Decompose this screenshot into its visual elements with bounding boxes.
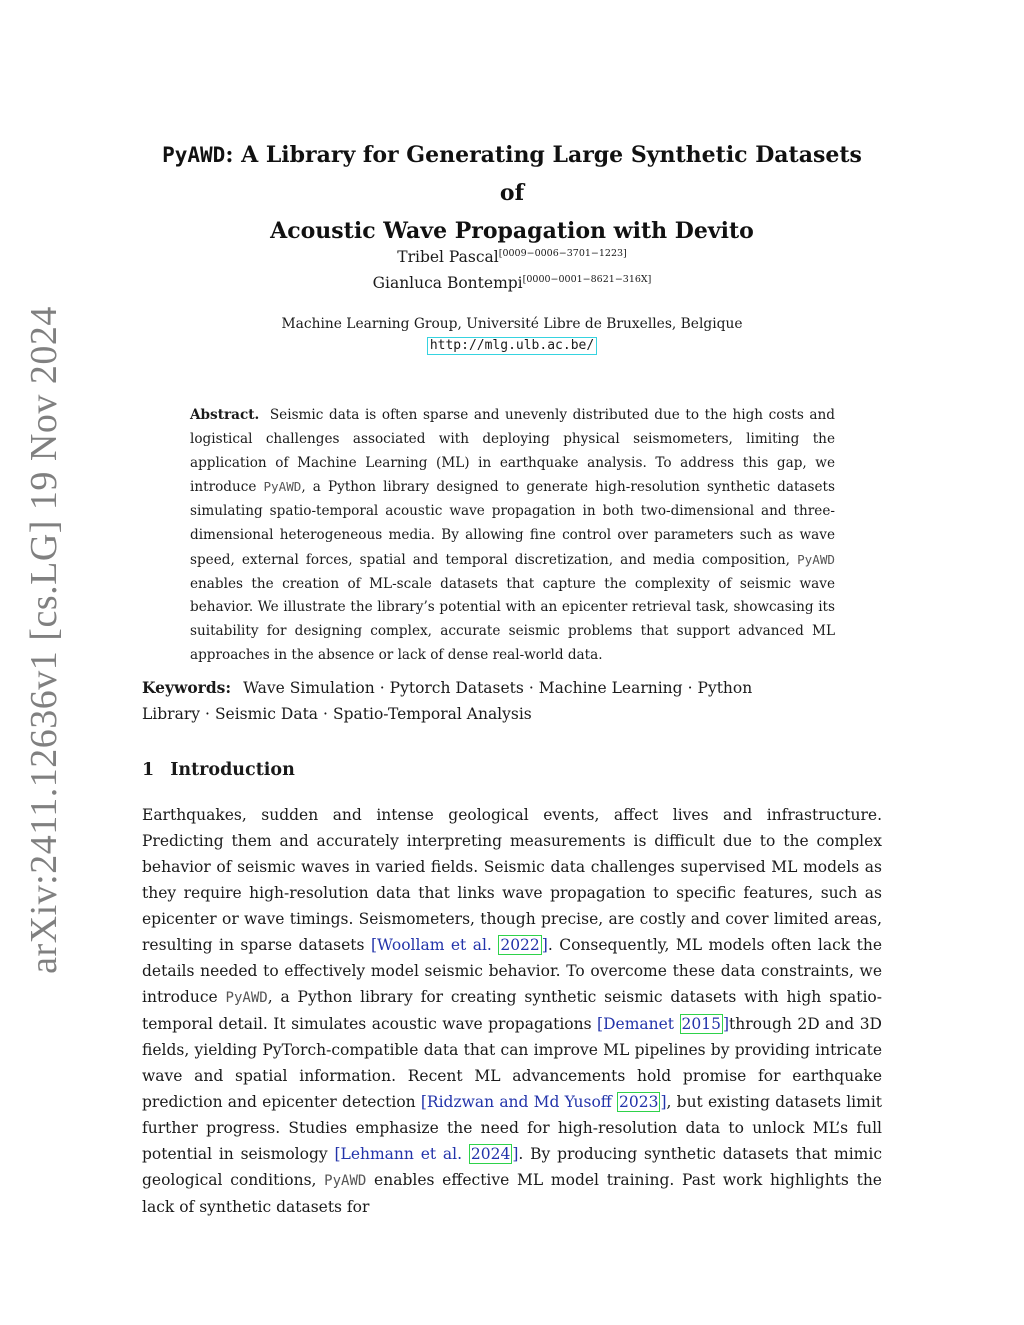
keyword-item: Seismic Data [214,705,319,723]
title-code-name: PyAWD [162,143,226,167]
keyword-separator: · [323,705,328,723]
citation-authors: Lehmann et al. [340,1145,463,1163]
arxiv-identifier: arXiv:2411.12636v1 [cs.LG] 19 Nov 2024 [23,306,66,974]
abstract-code-name: PyAWD [263,479,302,495]
citation-link[interactable]: [Demanet 2015 ] [597,1015,730,1033]
keyword-item: Spatio-Temporal Analysis [332,705,532,723]
author-orcid: [0000−0001−8621−316X] [522,274,652,285]
intro-code-name: PyAWD [225,990,268,1006]
intro-text: , a Python library for creating synthetic seismic datasets with high spatio-temporal detail. It simulates acoustic wave propagations [142,988,883,1033]
abstract-text: , a Python library designed to generate high-resolution synthetic datasets simulating spatio-temporal acoustic wave propagation in both two-dimensional and three-dimensional heterogeneous media. By allowing fine control over parameters such as wave speed, external forces, spatial and temporal discretization, and media composition, [190,479,835,568]
author-2 [150,270,874,296]
author-orcid: [0009−0006−3701−1223] [498,248,627,259]
section-heading-introduction [142,757,295,783]
paper-title [150,136,874,250]
intro-text: enables effective ML model training. Past work highlights the lack of synthetic datasets for [142,1171,882,1216]
intro-text: Earthquakes, sudden and intense geological events, affect lives and infrastructure. Predicting them and accurately interpreting measurements is difficult due to the complex behavior of seismic waves in varied fields. Seismic data challenges supervised ML models as they require high-resolution data that links wave propagation to specific features, such as epicenter or wave timings. Seismometers, though precise, are costly and cover limited areas, resulting in sparse datasets [142,806,882,954]
abstract-text: Seismic data is often sparse and unevenly distributed due to the high costs and logistical challenges associated with deploying physical seismometers, limiting the application of Machine Learning (ML) in earthquake analysis. To address this gap, we introduce [190,407,835,496]
intro-text: . By producing synthetic datasets that mimic geological conditions, [142,1145,883,1189]
keyword-item: Python Library [142,679,753,723]
citation-year: 2023 [619,1093,659,1111]
abstract-block [190,404,835,668]
keyword-item: Machine Learning [538,679,683,697]
citation-link[interactable]: [Ridzwan and Md Yusoff 2023 ] [420,1093,667,1111]
citation-link[interactable]: [Lehmann et al. 2024 ] [334,1145,519,1163]
author-name: Gianluca Bontempi [372,274,523,292]
keyword-item: Wave Simulation [243,679,375,697]
keyword-separator: · [379,679,385,697]
citation-link[interactable]: [Woollam et al. 2022 ] [370,936,548,954]
affiliation-url-link[interactable]: http://mlg.ulb.ac.be/ [427,337,597,355]
title-line-2: Acoustic Wave Propagation with Devito [270,218,754,244]
author-name: Tribel Pascal [397,248,499,266]
intro-text: , but existing datasets limit further progress. Studies emphasize the need for high-resolution data to unlock ML’s full potential in seismology [142,1093,883,1163]
citation-authors: Woollam et al. [377,936,492,954]
affiliation-block [150,314,874,355]
citation-year: 2015 [681,1015,721,1033]
section-title: Introduction [170,760,295,780]
title-line-1-text: : A Library for Generating Large Synthetic Datasets of [225,142,862,206]
citation-authors: Demanet [603,1015,675,1033]
title-line-1 [150,136,874,212]
abstract-text: enables the creation of ML-scale datasets that capture the complexity of seismic wave behavior. We illustrate the library’s potential with an epicenter retrieval task, showcasing its suitability for designing complex, accurate seismic problems that support advanced ML approaches in the absence or lack of dense real-world data. [190,575,835,663]
keyword-separator: · [528,679,534,697]
intro-code-name: PyAWD [324,1173,367,1189]
keyword-separator: · [205,705,210,723]
keyword-separator: · [687,679,693,697]
citation-year: 2024 [470,1145,511,1163]
section-number: 1 [142,760,155,780]
author-1 [150,244,874,270]
intro-text: through 2D and 3D fields, yielding PyTorch-compatible data that can improve ML pipelines by providing intricate wave and spatial information. Recent ML advancements hold promise for earthquake prediction and epicenter detection [142,1015,882,1111]
affiliation-name: Machine Learning Group, Université Libre de Bruxelles, Belgique [281,316,743,332]
arxiv-sidebar-stamp [16,306,72,974]
keywords-label: Keywords: [142,678,232,697]
abstract-label: Abstract. [190,407,260,423]
intro-text: . Consequently, ML models often lack the details needed to effectively model seismic behavior. To overcome these data constraints, we introduce [142,936,882,1006]
keyword-item: Pytorch Datasets [389,679,524,697]
abstract-code-name: PyAWD [797,551,835,567]
citation-authors: Ridzwan and Md Yusoff [426,1093,612,1111]
introduction-paragraph [142,802,882,1220]
keywords-block [142,675,882,727]
author-list [150,244,874,296]
citation-year: 2022 [500,936,540,954]
